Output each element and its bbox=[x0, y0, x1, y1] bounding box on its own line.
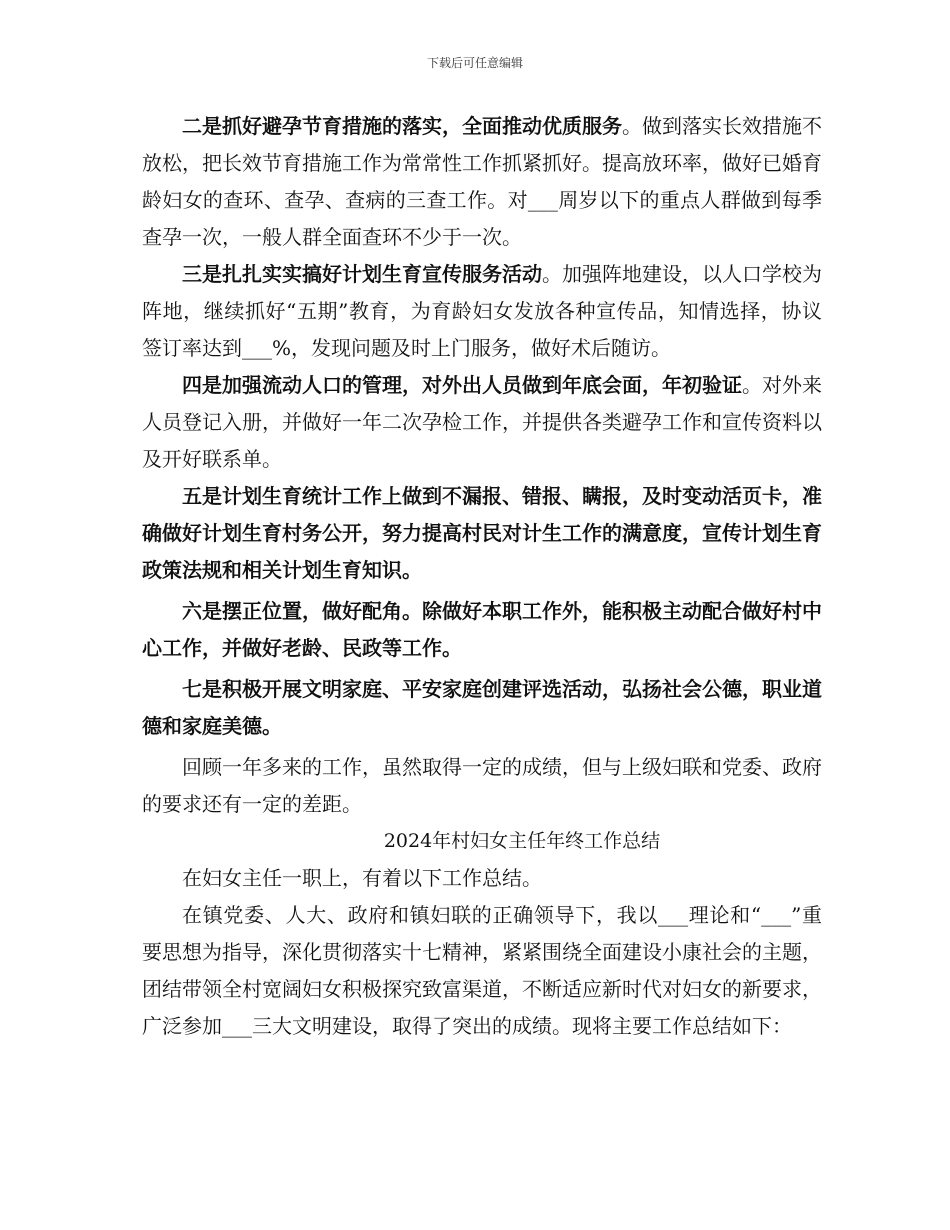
page-header-note: 下载后可任意编辑 bbox=[426, 56, 523, 70]
document-body bbox=[142, 108, 822, 1045]
paragraph-text: 。对外来人员登记入册，并做好一年二次孕检工作，并提供各类避孕工作和宣传资料以及开好联系单。 bbox=[142, 373, 822, 471]
paragraph-floating-population bbox=[142, 367, 822, 478]
paragraph-review: 回顾一年多来的工作，虽然取得一定的成绩，但与上级妇联和党委、政府的要求还有一定的差距。 bbox=[142, 755, 822, 816]
paragraph-lead: 三是扎扎实实搞好计划生育宣传服务活动 bbox=[182, 262, 542, 286]
paragraph-intro: 在妇女主任一职上，有着以下工作总结。 bbox=[182, 866, 542, 890]
paragraph-contraception bbox=[142, 108, 822, 256]
section-title: 2024年村妇女主任年终工作总结 bbox=[383, 830, 661, 852]
paragraph-text: 。加强阵地建设，以人口学校为阵地，继续抓好“五期”教育，为育龄妇女发放各种宣传品，知情选择，协议签订率达到___%，发现问题及时上门服务，做好术后随访。 bbox=[142, 262, 822, 360]
paragraph-position: 六是摆正位置，做好配角。除做好本职工作外，能积极主动配合做好村中心工作，并做好老龄、民政等工作。 bbox=[142, 599, 822, 660]
paragraph-civilized-family: 七是积极开展文明家庭、平安家庭创建评选活动，弘扬社会公德，职业道德和家庭美德。 bbox=[142, 677, 822, 738]
paragraph-body: 在镇党委、人大、政府和镇妇联的正确领导下，我以___理论和“___”重要思想为指导，深化贯彻落实十七精神，紧紧围绕全面建设小康社会的主题，团结带领全村宽阔妇女积极探究致富渠道，不断适应新时代对妇女的新要求，广泛参加___三大文明建设，取得了突出的成绩。现将主要工作总结如下： bbox=[142, 903, 822, 1038]
paragraph-statistics: 五是计划生育统计工作上做到不漏报、错报、瞒报，及时变动活页卡，准确做好计划生育村务公开，努力提高村民对计生工作的满意度，宣传计划生育政策法规和相关计划生育知识。 bbox=[142, 484, 822, 582]
paragraph-publicity bbox=[142, 256, 822, 367]
paragraph-text: 。做到落实长效措施不放松，把长效节育措施工作为常常性工作抓紧抓好。提高放环率，做好已婚育龄妇女的查环、查孕、查病的三查工作。对___周岁以下的重点人群做到每季查孕一次，一般人群全面查环不少于一次。 bbox=[142, 114, 822, 249]
paragraph-lead: 二是抓好避孕节育措施的落实，全面推动优质服务 bbox=[182, 114, 622, 138]
paragraph-lead: 四是加强流动人口的管理，对外出人员做到年底会面，年初验证 bbox=[182, 373, 742, 397]
